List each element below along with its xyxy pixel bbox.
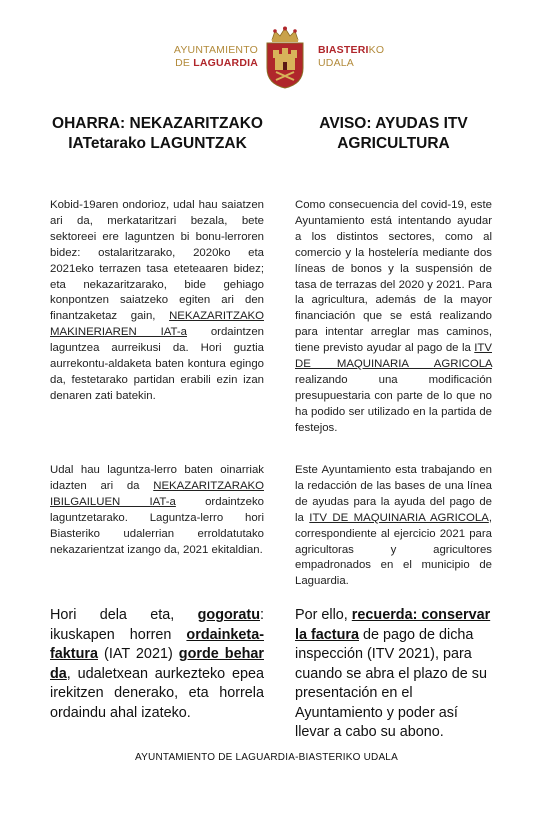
basque-p2-underlined: NEKAZARITZARAKO IBILGAILUEN IAT-a <box>50 479 264 508</box>
basque-reminder-bold-1: gogoratu <box>197 607 260 623</box>
spanish-reminder-text-2: de pago de dicha inspección (ITV 2021), para cuando se abra el plazo de su presentación en el Ayuntamiento y poder así llevar a cabo su abono. <box>295 626 488 740</box>
basque-p1-text: Kobid-19aren ondorioz, udal hau saiatzen ari da, merkataritzari bezala, bete sektoreei ere laguntzen bi bonu-lerroren bidez: ostalaritzarako, 2020ko eta 2021eko terrazen tasa eteteaaren bidez; eta nekazaritzarako, bide gehiago konpontzen saiatzeko egiten ari den finantzaketaz gain, <box>50 199 264 323</box>
letterhead <box>0 26 533 90</box>
spanish-p2-underlined: ITV DE MAQUINARIA AGRICOLA <box>309 511 489 524</box>
letterhead-right-rest: KO <box>368 44 385 56</box>
basque-paragraph-2 <box>50 463 264 558</box>
basque-reminder-text-2: : ikuskapen horren <box>50 607 264 643</box>
basque-reminder-text-3: (IAT 2021) <box>98 646 179 662</box>
letterhead-right-bold: BIASTERI <box>318 44 369 56</box>
basque-reminder <box>50 606 264 723</box>
spanish-p1-text: Como consecuencia del covid-19, este Ayuntamiento está intentando ayudar a los distintos sectores, como al comercio y la hostelería mediante dos líneas de bonos y la suspensión de tasa de terrazas del 2020 y 2021. Para la agricultura, además de la mayor financiación que se está realizando para intentar arreglar mas caminos, tiene previsto ayudar al pago de la <box>295 199 492 355</box>
letterhead-left-line1: AYUNTAMIENTO <box>173 44 258 56</box>
spanish-reminder-text: Por ello, <box>295 607 352 623</box>
basque-reminder-text: Hori dela eta, <box>50 607 198 623</box>
basque-reminder-bold-2: ordainketa-faktura <box>50 626 264 662</box>
basque-p1-text-end: ordaintzen laguntzea aurreikusi da. Hori guztia aurrekontu-aldaketa baten kontura egingo da, festetarako partidan erabili ezin izan denaren zati batekin. <box>50 326 265 402</box>
spanish-p2-text-end: , correspondiente al ejercicio 2021 para agricultoras y agricultores empadronados en el municipio de Laguardia. <box>295 511 492 588</box>
letterhead-left-bold: LAGUARDIA <box>193 57 258 69</box>
letterhead-left-line2 <box>170 57 258 70</box>
letterhead-right-line1 <box>318 44 408 57</box>
spanish-paragraph-2 <box>295 463 492 590</box>
basque-paragraph-1 <box>50 198 264 405</box>
basque-reminder-bold-3: gorde behar da <box>50 646 264 682</box>
spanish-p2-text: Este Ayuntamiento esta trabajando en la redacción de las bases de una línea de ayudas para la ayuda del pago de la <box>295 464 492 524</box>
basque-p2-text: Udal hau laguntza-lerro baten oinarriak idazten ari da <box>50 464 264 492</box>
spanish-reminder <box>295 606 492 743</box>
basque-p1-underlined: NEKAZARITZAKO MAKINERIAREN IAT-a <box>50 310 264 339</box>
spanish-p1-text-end: realizando una modificación presupuestaria con parte de lo que no ha podido ser utilizado en la partida de festejos. <box>295 373 492 434</box>
basque-reminder-text-4: , udaletxean aurkezteko epea irekitzen denerako, eta horrela ordaindu ahal izateko. <box>50 665 264 721</box>
letterhead-right-line2: UDALA <box>318 57 355 69</box>
basque-p2-text-end: ordaintzeko laguntzetarako. Laguntza-lerro hori Biasteriko udalerrian erroldatutako nekazarientzat izango da, 2021 ekitaldian. <box>50 495 264 556</box>
letterhead-spanish-name <box>170 44 258 70</box>
spanish-p1-underlined: ITV DE MAQUINARIA AGRICOLA <box>295 342 492 371</box>
basque-notice-title: OHARRA: NEKAZARITZAKO IATetarako LAGUNTZAK <box>52 115 263 152</box>
coat-of-arms-icon <box>262 26 308 90</box>
spanish-notice-title: AVISO: AYUDAS ITV AGRICULTURA <box>319 115 468 152</box>
letterhead-left-prefix: DE <box>175 57 194 69</box>
spanish-paragraph-1 <box>295 198 492 437</box>
letterhead-basque-name <box>318 44 408 70</box>
footer-signature: AYUNTAMIENTO DE LAGUARDIA-BIASTERIKO UDALA <box>135 752 398 763</box>
spanish-reminder-bold: recuerda: conservar la factura <box>295 607 491 643</box>
